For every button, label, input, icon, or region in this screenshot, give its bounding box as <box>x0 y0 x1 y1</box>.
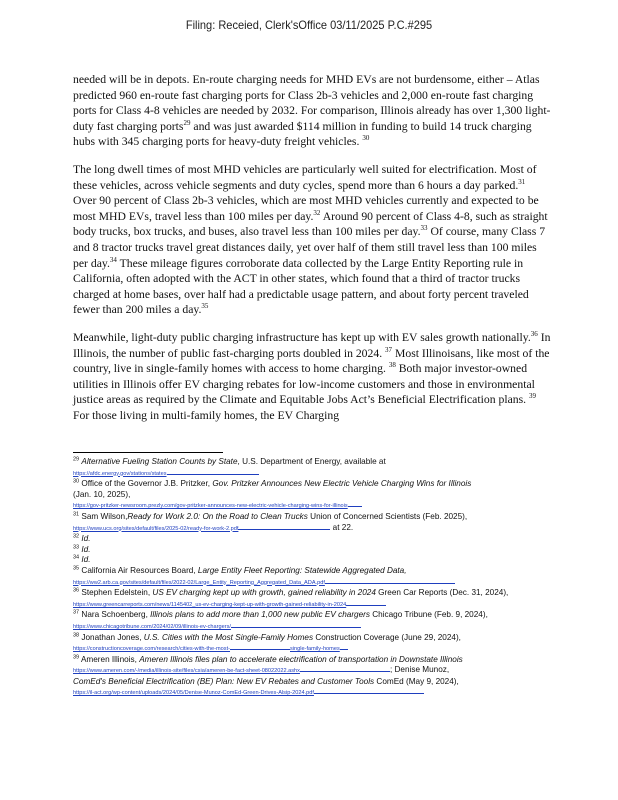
footnote-author: California Air Resources Board, <box>81 565 198 575</box>
paragraph-3 <box>73 330 551 424</box>
footnote-author: Nara Schoenberg, <box>81 610 151 620</box>
footnote-number: 29 <box>73 456 80 463</box>
footnote-title: US EV charging kept up with growth, gained reliability in 2024 <box>152 588 376 598</box>
footnote-35 <box>73 566 551 588</box>
footnote-number: 34 <box>73 554 80 561</box>
footnote-ref[interactable]: 39 <box>529 392 536 401</box>
text-run: Over 90 percent of Class 2b-3 vehicles, which are most MHD vehicles currently and expected to be most MHD EVs, travel less than 100 miles per day. <box>73 194 539 223</box>
body-text <box>73 72 551 435</box>
text-run: Of course, many Class 7 and 8 tractor trucks travel great distances daily, yet over half of them still travel less than 100 miles per day. <box>73 225 546 270</box>
link-underline <box>300 670 390 672</box>
footnote-title: Id. <box>81 555 91 565</box>
text-run: Both major investor-owned utilities in Illinois offer EV charging rebates for low-income customers and those in environmental justice areas as required by the Climate and Equitable Jobs Act’s Beneficial Electrification plans. <box>73 362 535 407</box>
footnote-title: Gov. Pritzker Announces New Electric Vehicle Charging Wins for Illinois <box>212 479 472 489</box>
footnote-title: Alternative Fueling Station Counts by State <box>81 457 238 466</box>
link-underline <box>348 505 362 507</box>
footnote-link[interactable]: https://constructioncoverage.com/research/cities-with-the-most- <box>73 646 230 653</box>
footnote-text: , U.S. Department of Energy, available at <box>237 457 386 466</box>
footnote-author: Jonathan Jones, <box>81 632 144 642</box>
footnote-link[interactable]: https://il-act.org/wp-content/uploads/2024/05/Denise-Munoz-ComEd-Green-Drives-Alsip-2024.pdf <box>73 690 314 697</box>
footnote-link[interactable]: https://www.greencarreports.com/news/1145402_us-ev-charging-kept-up-with-growth-gained-reliability-in-2024 <box>73 601 347 608</box>
text-run: These mileage figures corroborate data collected by the Large Entity Reporting rule in California, often adopted with the ACT in other states, which found that a third of tractor trucks charged at home bases, over half had a predictable usage pattern, and about forty percent traveled fewer than 200 miles a day. <box>73 256 529 317</box>
link-underline <box>230 648 290 650</box>
footnote-number: 33 <box>73 544 80 551</box>
footnote-number: 38 <box>73 631 80 638</box>
link-underline <box>231 626 361 628</box>
footnote-number: 31 <box>73 511 80 518</box>
footnote-title: Id. <box>81 544 91 554</box>
footnote-30 <box>73 479 551 512</box>
footnote-29 <box>73 457 551 479</box>
footnote-title: Ameren Illinois files plan to accelerate electrification of transportation in Downstate Illinois <box>139 654 463 664</box>
footnote-title: Ready for Work 2.0: On the Road to Clean Trucks <box>127 511 308 521</box>
footnote-text: Union of Concerned Scientists (Feb. 2025), <box>307 511 468 521</box>
text-run: Meanwhile, light-duty public charging infrastructure has kept up with EV sales growth nationally. <box>73 330 531 344</box>
footnote-ref[interactable]: 33 <box>420 224 428 233</box>
footnote-32 <box>73 534 551 545</box>
footnote-author: Stephen Edelstein, <box>81 588 153 598</box>
footnote-link[interactable]: single-family-homes <box>290 646 340 653</box>
link-underline <box>340 648 348 650</box>
footnote-author: Sam Wilson, <box>81 511 128 521</box>
footnote-text: (Jan. 10, 2025), <box>73 489 131 499</box>
footnote-number: 30 <box>73 478 80 485</box>
footnote-link[interactable]: https://ww2.arb.ca.gov/sites/default/files/2022-02/Large_Entity_Reporting_Aggregated_Data_ADA.pdf <box>73 579 325 586</box>
text-run: needed will be in depots. En-route charging needs for MHD EVs are not burdensome, either – Atlas predicted 960 en-route fast charging ports for Class 2b-3 vehicles and 2,000 en-route fast charging ports for Class 4-8 vehicles are needed by 2032. For comparison, Illinois already has over 1,300 light-duty fast charging ports <box>73 73 551 133</box>
footnote-36 <box>73 588 551 610</box>
paragraph-1 <box>73 72 551 150</box>
footnote-text: Chicago Tribune (Feb. 9, 2024), <box>369 610 488 620</box>
footnote-title: U.S. Cities with the Most Single-Family Homes <box>143 632 314 642</box>
link-underline <box>325 582 455 584</box>
footnote-title: Large Entity Fleet Reporting: Statewide Aggregated Data, <box>197 565 407 575</box>
text-run: Most Illinoisans, like most of the country, live in single-family homes with access to home charging. <box>73 346 550 376</box>
footnote-number: 35 <box>73 565 80 572</box>
text-run: The long dwell times of most MHD vehicles are particularly well suited for electrification. Most of these vehicles, across vehicle segments and duty cycles, spend more than 6 hours a day parked. <box>73 162 537 192</box>
footnote-ref[interactable]: 29 <box>183 118 191 127</box>
footnote-37 <box>73 610 551 632</box>
footnote-ref[interactable]: 37 <box>385 345 393 354</box>
footnote-link[interactable]: https://afdc.energy.gov/stations/states <box>73 470 167 477</box>
footnote-title: ComEd's Beneficial Electrification (BE) Plan: New EV Rebates and Customer Tools <box>73 676 375 686</box>
paragraph-2 <box>73 162 551 318</box>
footnote-author: Office of the Governor J.B. Pritzker, <box>81 479 213 489</box>
filing-header: Filing: Receied, Clerk'sOffice 03/11/2025 P.C.#295 <box>185 18 433 32</box>
link-underline <box>238 528 330 530</box>
text-run: In Illinois, the number of public fast-charging ports doubled in 2024. <box>73 330 551 360</box>
footnote-number: 37 <box>73 609 80 616</box>
footnote-34 <box>73 555 551 566</box>
link-underline <box>314 692 424 694</box>
footnote-ref[interactable]: 36 <box>530 330 538 339</box>
footnote-link[interactable]: https://www.ameren.com/-/media/illinois-site/files/csia/ameren-be-fact-sheet-08022022.ashx <box>73 668 300 675</box>
footnote-number: 39 <box>73 653 80 660</box>
footnotes <box>73 457 551 699</box>
footnote-divider <box>73 452 223 453</box>
footnote-text: Green Car Reports (Dec. 31, 2024), <box>375 588 509 598</box>
footnote-link[interactable]: https://gov-pritzker-newsroom.prezly.com/gov-pritzker-announces-new-electric-vehicle-charging-wins-for-illinois <box>73 503 348 510</box>
footnote-ref[interactable]: 31 <box>518 177 526 186</box>
footnote-ref[interactable]: 30 <box>362 134 370 143</box>
link-underline <box>346 604 386 606</box>
footnote-text: ComEd (May 9, 2024), <box>374 676 459 686</box>
footnote-link[interactable]: https://www.chicagotribune.com/2024/02/09/illinois-ev-chargers/ <box>73 623 231 630</box>
footnote-text: at 22. <box>330 522 354 532</box>
footnote-31 <box>73 512 551 534</box>
footnote-ref[interactable]: 35 <box>201 302 209 311</box>
footnote-39 <box>73 655 551 699</box>
footnote-title: Id. <box>81 534 91 544</box>
footnote-text: Construction Coverage (June 29, 2024), <box>313 632 461 642</box>
footnote-text: ; Denise Munoz, <box>389 665 450 675</box>
link-underline <box>167 473 259 475</box>
footnote-33 <box>73 545 551 556</box>
footnote-ref[interactable]: 38 <box>388 361 396 370</box>
footnote-link[interactable]: https://www.ucs.org/sites/default/files/2025-02/ready-for-work-2.pdf <box>73 525 239 532</box>
footnote-number: 36 <box>73 587 80 594</box>
text-run: and was just awarded $114 million in funding to build 14 truck charging hubs with 345 charging ports for heavy-duty freight vehicles. <box>73 119 532 149</box>
footnote-ref[interactable]: 32 <box>313 208 321 217</box>
footnote-number: 32 <box>73 533 80 540</box>
text-run: For those living in multi-family homes, the EV Charging <box>73 408 340 422</box>
text-run: Around 90 percent of Class 4-8, such as straight body trucks, box trucks, and buses, also travel less than 100 miles per day. <box>73 209 548 239</box>
footnote-title: Illinois plans to add more than 1,000 new public EV chargers <box>150 610 370 620</box>
footnote-ref[interactable]: 34 <box>109 255 117 264</box>
footnote-38 <box>73 633 551 655</box>
footnote-author: Ameren Illinois, <box>80 654 140 664</box>
